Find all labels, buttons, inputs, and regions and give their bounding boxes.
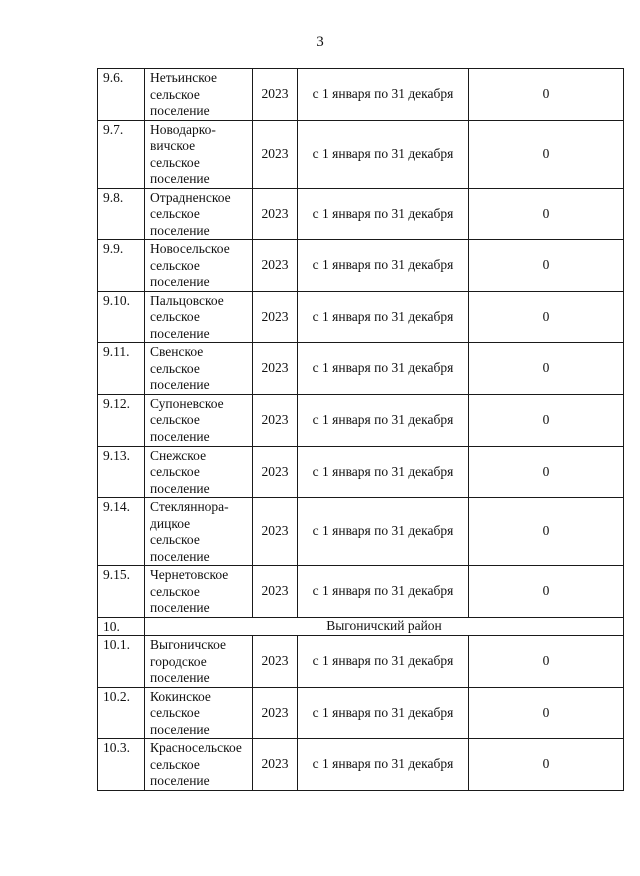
settlement-name-line: дицкое [150,515,191,531]
table-row [98,739,624,791]
year-cell: 2023 [253,394,298,446]
table-row [98,240,624,292]
settlement-name-line: поселение [150,222,210,238]
settlement-name-line: сельское [150,360,200,376]
year-cell: 2023 [253,739,298,791]
table-row [98,188,624,240]
value-cell: 0 [469,687,624,739]
row-number: 9.7. [98,120,145,188]
settlement-name-line: Красносельское [150,740,242,755]
year-cell: 2023 [253,498,298,566]
settlement-name-line: сельское [150,206,200,221]
settlement-name-line: поселение [150,600,210,615]
settlement-name-line: Кокинское [150,688,211,704]
settlement-name-line: сельское [150,532,200,547]
settlement-name [145,446,253,498]
table-row [98,498,624,566]
settlement-name-line: поселение [150,480,210,496]
settlement-name-line: Чернетовское [150,567,229,582]
settlement-name-line: Стекляннора- [150,499,229,514]
settlement-name-line: Выгоничское [150,637,227,652]
row-number: 9.13. [98,446,145,498]
value-cell: 0 [469,188,624,240]
table-row [98,566,624,618]
settlement-name [145,636,253,688]
settlement-name [145,394,253,446]
settlement-name-line: сельское [150,756,200,772]
year-cell: 2023 [253,240,298,292]
table-row [98,636,624,688]
row-number: 9.11. [98,343,145,395]
table-row [98,291,624,343]
table-row [98,394,624,446]
period-cell: с 1 января по 31 декабря [298,687,469,739]
value-cell: 0 [469,291,624,343]
row-number: 10.1. [98,636,145,688]
period-cell: с 1 января по 31 декабря [298,498,469,566]
settlement-name-line: поселение [150,377,210,392]
year-cell: 2023 [253,120,298,188]
period-cell: с 1 января по 31 декабря [298,739,469,791]
period-cell: с 1 января по 31 декабря [298,120,469,188]
value-cell: 0 [469,120,624,188]
period-cell: с 1 января по 31 декабря [298,240,469,292]
settlement-name-line: сельское [150,583,200,599]
value-cell: 0 [469,343,624,395]
period-cell: с 1 января по 31 декабря [298,636,469,688]
settlement-name-line: поселение [150,721,210,737]
year-cell: 2023 [253,188,298,240]
settlement-name-line: сельское [150,412,200,427]
settlement-name-line: вичское [150,138,196,153]
settlement-name-line: поселение [150,325,210,341]
settlement-name-line: Новосельское [150,241,230,256]
row-number: 9.6. [98,69,145,121]
year-cell: 2023 [253,69,298,121]
year-cell: 2023 [253,566,298,618]
settlement-name [145,291,253,343]
table-body [98,69,624,791]
settlement-name-line: Новодарко- [150,121,216,137]
settlement-name-line: Пальцовское [150,292,224,308]
settlement-name [145,739,253,791]
value-cell: 0 [469,394,624,446]
year-cell: 2023 [253,343,298,395]
value-cell: 0 [469,739,624,791]
year-cell: 2023 [253,687,298,739]
table-row [98,120,624,188]
settlement-name-line: Отрадненское [150,189,231,205]
table-row [98,69,624,121]
settlement-name-line: поселение [150,274,210,289]
settlement-name-line: поселение [150,171,210,186]
settlement-name [145,687,253,739]
period-cell: с 1 января по 31 декабря [298,446,469,498]
year-cell: 2023 [253,291,298,343]
table-row [98,617,624,636]
settlement-name [145,120,253,188]
settlement-name-line: Свенское [150,344,204,359]
settlement-name [145,240,253,292]
table-row [98,343,624,395]
settlement-name-line: поселение [150,103,210,118]
settlement-name-line: сельское [150,309,200,324]
page-number: 3 [316,34,324,50]
row-number: 10.3. [98,739,145,791]
settlement-name-line: сельское [150,154,200,170]
settlement-name [145,343,253,395]
table-row [98,446,624,498]
period-cell: с 1 января по 31 декабря [298,188,469,240]
settlement-name-line: Снежское [150,447,207,463]
period-cell: с 1 января по 31 декабря [298,291,469,343]
row-number: 10. [98,617,145,636]
table-row [98,687,624,739]
settlement-name [145,69,253,121]
region-heading: Выгоничский район [145,617,624,636]
settlement-name-line: сельское [150,86,200,102]
period-cell: с 1 января по 31 декабря [298,566,469,618]
value-cell: 0 [469,240,624,292]
row-number: 9.9. [98,240,145,292]
settlement-name [145,188,253,240]
period-cell: с 1 января по 31 декабря [298,343,469,395]
settlement-name-line: Нетьинское [150,70,218,85]
settlement-name-line: поселение [150,428,210,444]
period-cell: с 1 января по 31 декабря [298,394,469,446]
value-cell: 0 [469,566,624,618]
settlements-table [97,68,624,791]
settlement-name-line: поселение [150,773,210,788]
settlement-name-line: поселение [150,548,210,564]
settlement-name-line: сельское [150,257,200,273]
period-cell: с 1 января по 31 декабря [298,69,469,121]
row-number: 10.2. [98,687,145,739]
settlement-name-line: Супоневское [150,395,224,411]
row-number: 9.15. [98,566,145,618]
row-number: 9.10. [98,291,145,343]
year-cell: 2023 [253,446,298,498]
settlement-name-line: поселение [150,670,210,685]
value-cell: 0 [469,498,624,566]
row-number: 9.14. [98,498,145,566]
value-cell: 0 [469,636,624,688]
value-cell: 0 [469,446,624,498]
year-cell: 2023 [253,636,298,688]
row-number: 9.12. [98,394,145,446]
settlement-name-line: городское [150,653,207,669]
settlement-name-line: сельское [150,464,200,479]
settlement-name-line: сельское [150,705,200,720]
settlement-name [145,566,253,618]
value-cell: 0 [469,69,624,121]
settlement-name [145,498,253,566]
row-number: 9.8. [98,188,145,240]
